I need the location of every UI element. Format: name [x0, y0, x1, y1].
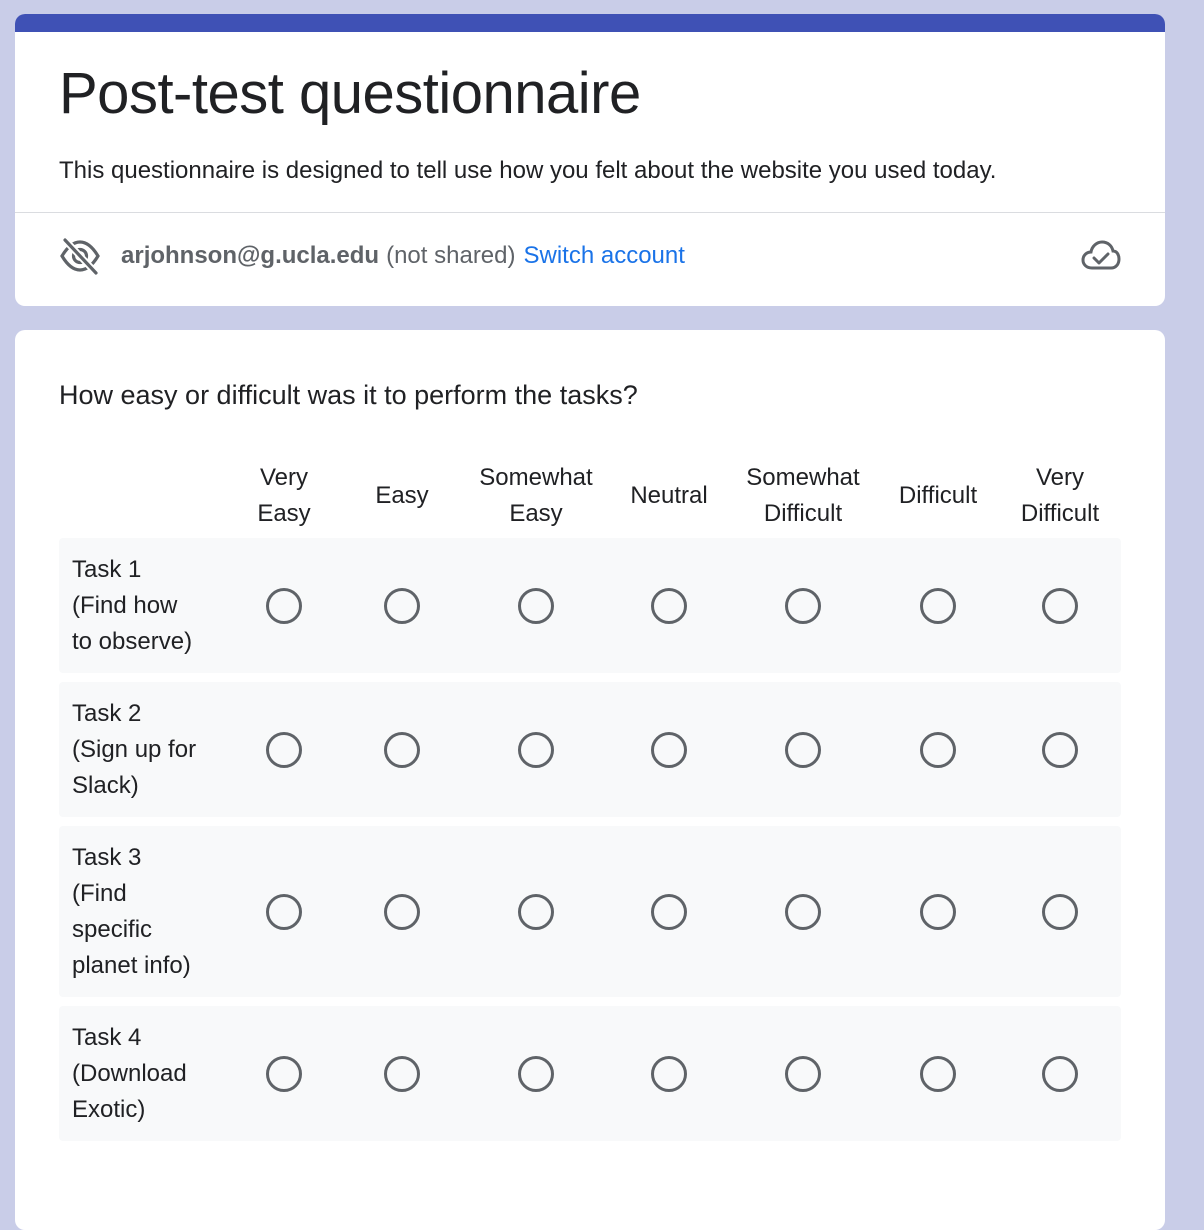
form-header-card — [15, 14, 1165, 306]
radio-task-1-neutral[interactable] — [651, 588, 687, 624]
radio-task-4-difficult[interactable] — [920, 1056, 956, 1092]
column-header-very-easy: Very Easy — [257, 464, 311, 527]
header-accent-bar — [15, 14, 1165, 32]
radio-task-4-easy[interactable] — [384, 1056, 420, 1092]
radio-task-4-somewhat-easy[interactable] — [518, 1056, 554, 1092]
radio-task-3-somewhat-easy[interactable] — [518, 894, 554, 930]
radio-task-1-easy[interactable] — [384, 588, 420, 624]
cloud-saved-icon — [1081, 238, 1121, 274]
radio-task-3-difficult[interactable] — [920, 894, 956, 930]
header-divider — [15, 212, 1165, 213]
column-header-very-difficult: Very Difficult — [1020, 464, 1100, 527]
radio-task-4-very-difficult[interactable] — [1042, 1056, 1078, 1092]
radio-task-2-neutral[interactable] — [651, 732, 687, 768]
row-label: Task 4 (Download Exotic) — [72, 1023, 187, 1123]
eye-off-icon — [59, 236, 101, 276]
column-header-easy: Easy — [375, 482, 429, 509]
grid-row-task-1 — [59, 538, 1121, 673]
row-label: Task 3 (Find specific planet info) — [72, 843, 191, 979]
grid-header — [59, 454, 1121, 538]
question-card — [15, 330, 1165, 1230]
radio-task-4-very-easy[interactable] — [266, 1056, 302, 1092]
column-header-somewhat-easy: Somewhat Easy — [479, 464, 593, 527]
column-header-difficult: Difficult — [898, 482, 978, 509]
form-description: This questionnaire is designed to tell use how you felt about the website you used today. — [59, 157, 997, 184]
column-header-somewhat-difficult: Somewhat Difficult — [746, 464, 860, 527]
radio-task-2-very-difficult[interactable] — [1042, 732, 1078, 768]
radio-task-4-neutral[interactable] — [651, 1056, 687, 1092]
radio-task-1-very-difficult[interactable] — [1042, 588, 1078, 624]
radio-task-2-somewhat-difficult[interactable] — [785, 732, 821, 768]
row-label: Task 2 (Sign up for Slack) — [72, 699, 197, 799]
not-shared-label: (not shared) — [386, 242, 516, 269]
radio-task-3-easy[interactable] — [384, 894, 420, 930]
radio-task-3-very-difficult[interactable] — [1042, 894, 1078, 930]
radio-task-1-difficult[interactable] — [920, 588, 956, 624]
radio-task-3-neutral[interactable] — [651, 894, 687, 930]
account-row — [59, 236, 685, 276]
form-title: Post-test questionnaire — [59, 61, 641, 126]
radio-task-1-somewhat-easy[interactable] — [518, 588, 554, 624]
radio-task-1-somewhat-difficult[interactable] — [785, 588, 821, 624]
question-title: How easy or difficult was it to perform the tasks? — [59, 380, 638, 410]
radio-task-2-very-easy[interactable] — [266, 732, 302, 768]
grid-row-task-3 — [59, 826, 1121, 997]
radio-task-3-very-easy[interactable] — [266, 894, 302, 930]
account-email: arjohnson@g.ucla.edu — [121, 242, 380, 269]
switch-account-link[interactable]: Switch account — [523, 242, 685, 269]
grid-row-task-4 — [59, 1006, 1121, 1141]
rating-grid — [59, 454, 1121, 1123]
radio-task-3-somewhat-difficult[interactable] — [785, 894, 821, 930]
grid-row-task-2 — [59, 682, 1121, 817]
radio-task-4-somewhat-difficult[interactable] — [785, 1056, 821, 1092]
radio-task-1-very-easy[interactable] — [266, 588, 302, 624]
row-label: Task 1 (Find how to observe) — [72, 555, 193, 655]
radio-task-2-somewhat-easy[interactable] — [518, 732, 554, 768]
column-header-neutral: Neutral — [630, 482, 708, 509]
radio-task-2-difficult[interactable] — [920, 732, 956, 768]
radio-task-2-easy[interactable] — [384, 732, 420, 768]
